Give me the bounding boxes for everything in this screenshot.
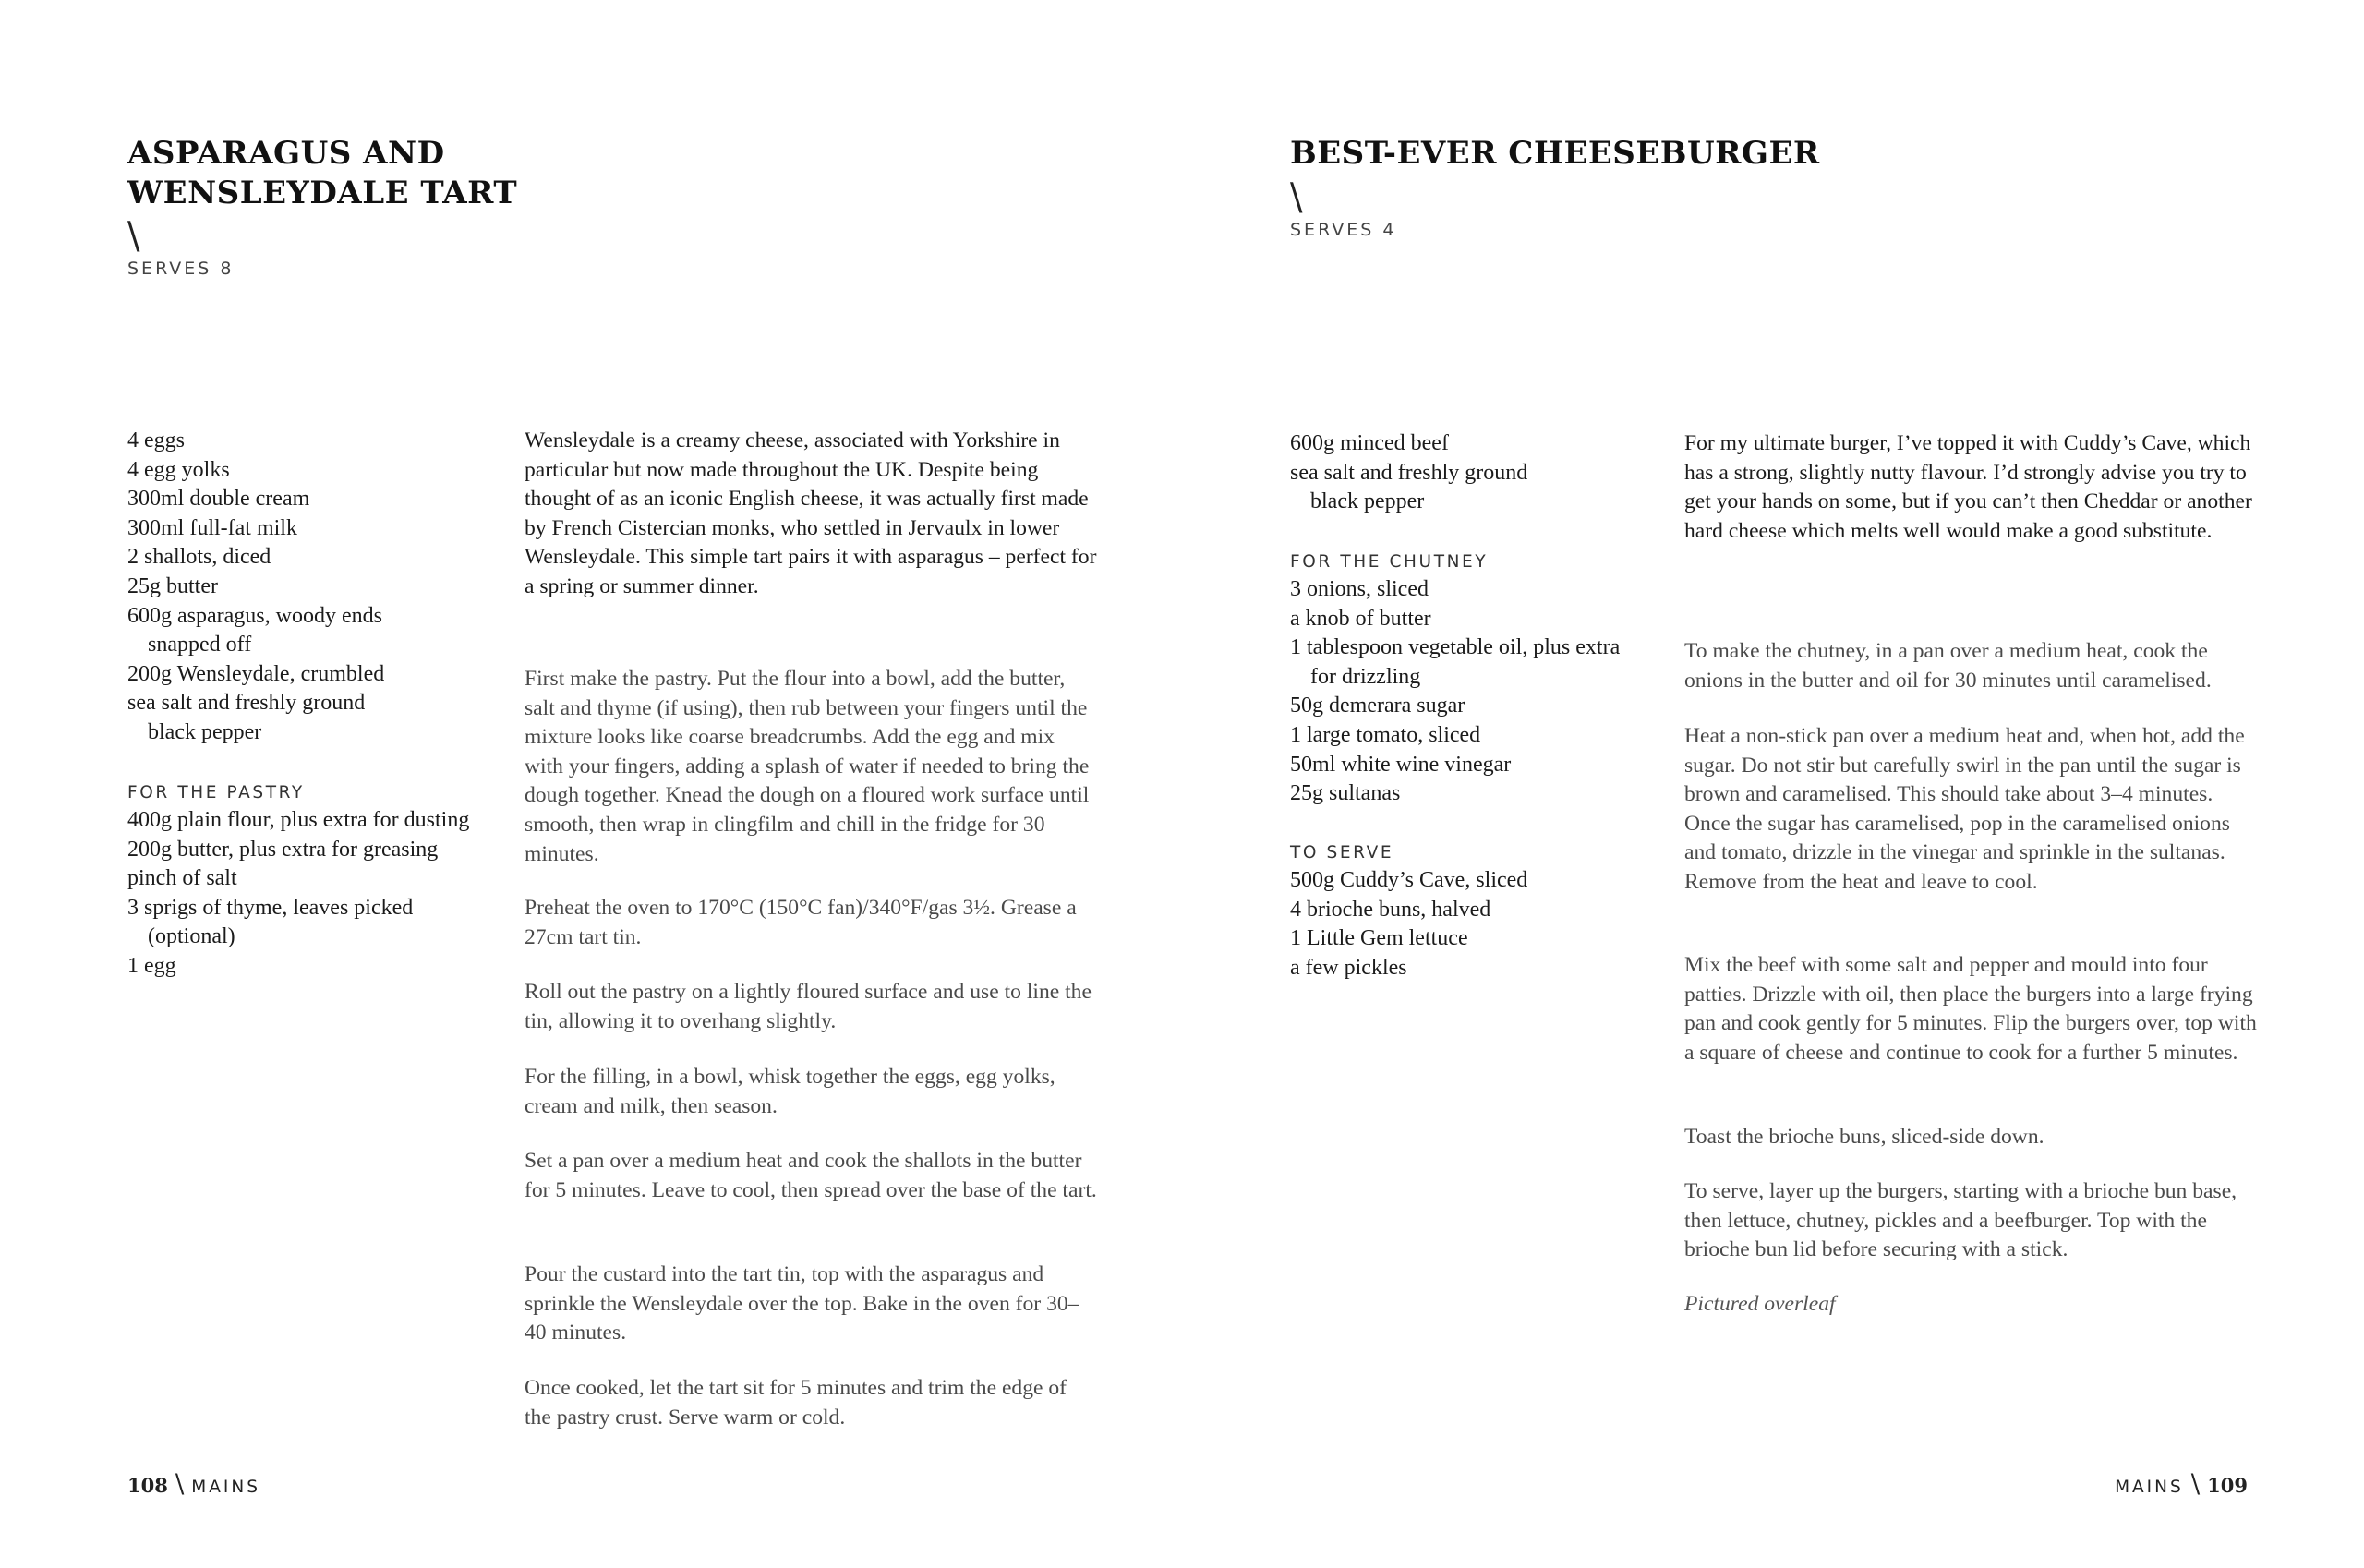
method-step: To make the chutney, in a pan over a medium heat, cook the onions in the butter and oil for 30 minutes until caramelised.	[1684, 639, 2212, 693]
method-step: Heat a non-stick pan over a medium heat and, when hot, add the sugar. Do not stir but carefully swirl in the pan until the sugar is brown and caramelised. This should take about 3–4 minutes. Once the sugar has caramelised, pop in the caramelised onions and tomato, drizzle in the vinegar and sprinkle in the sultanas. Remove from the heat and leave to cool.	[1684, 724, 2245, 894]
ingredient-list	[1290, 429, 1567, 517]
recipe-title	[127, 134, 517, 213]
ingredient-item: 1 large tomato, sliced	[1290, 722, 1481, 747]
ingredient-item: 300ml double cream	[127, 487, 310, 512]
ingredient-item: 3 sprigs of thyme, leaves picked (optional)	[127, 895, 414, 949]
page-footer	[2115, 1468, 2248, 1499]
ingredient-item: 1 egg	[127, 953, 176, 978]
method-step: For the filling, in a bowl, whisk together the eggs, egg yolks, cream and milk, then season.	[525, 1065, 1055, 1118]
title-divider-slash: \	[1290, 176, 1303, 219]
right-page	[1182, 0, 2364, 1568]
footer-divider-slash: \	[175, 1468, 185, 1499]
page-number: 109	[2207, 1474, 2248, 1497]
ingredient-item: sea salt and freshly ground black pepper	[1290, 460, 1528, 514]
ingredient-item: 2 shallots, diced	[127, 545, 271, 570]
method-step: Pour the custard into the tart tin, top with the asparagus and sprinkle the Wensleydale over the top. Bake in the oven for 30–40 minutes.	[525, 1262, 1079, 1345]
recipe-title: BEST-EVER CHEESEBURGER	[1290, 135, 1820, 172]
ingredient-item: 400g plain flour, plus extra for dusting	[127, 808, 470, 832]
ingredient-item: 600g minced beef	[1290, 431, 1449, 455]
ingredient-item: pinch of salt	[127, 866, 237, 891]
method-step: Set a pan over a medium heat and cook the shallots in the butter for 5 minutes. Leave to cool, then spread over the base of the tart.	[525, 1149, 1097, 1202]
ingredient-item: 4 egg yolks	[127, 457, 230, 482]
ingredient-item: 200g butter, plus extra for greasing	[127, 837, 439, 862]
pictured-overleaf-note: Pictured overleaf	[1684, 1292, 1836, 1316]
ingredient-item: 4 brioche buns, halved	[1290, 897, 1491, 922]
ingredient-item: 300ml full-fat milk	[127, 515, 297, 540]
to-serve-subheading: TO SERVE	[1290, 843, 1394, 862]
chutney-ingredient-list	[1290, 575, 1622, 809]
ingredient-item: sea salt and freshly ground black pepper	[127, 691, 366, 744]
serves-label: SERVES 8	[127, 259, 235, 279]
ingredient-item: a knob of butter	[1290, 606, 1431, 631]
ingredient-item: 50ml white wine vinegar	[1290, 752, 1512, 777]
method-step: Toast the brioche buns, sliced-side down.	[1684, 1125, 2044, 1149]
ingredient-item: 1 tablespoon vegetable oil, plus extra for drizzling	[1290, 635, 1621, 689]
method-step: Roll out the pastry on a lightly floured surface and use to line the tin, allowing it to overhang slightly.	[525, 980, 1092, 1033]
pastry-ingredient-list	[127, 806, 497, 982]
recipe-title-line-1: ASPARAGUS AND	[127, 135, 445, 172]
section-name: MAINS	[2115, 1478, 2184, 1497]
ingredient-item: 1 Little Gem lettuce	[1290, 926, 1468, 951]
chutney-subheading: FOR THE CHUTNEY	[1290, 552, 1489, 572]
recipe-intro: Wensleydale is a creamy cheese, associated with Yorkshire in particular but now made throughout the UK. Despite being thought of as an iconic English cheese, it was actually first made by French Cistercian monks, who settled in Jervaulx in lower Wensleydale. This simple tart pairs it with asparagus – perfect for a spring or summer dinner.	[525, 428, 1097, 598]
recipe-title-line-2: WENSLEYDALE TART	[127, 175, 518, 211]
ingredient-item: 50g demerara sugar	[1290, 694, 1465, 718]
method-step: Mix the beef with some salt and pepper and mould into four patties. Drizzle with oil, then place the burgers into a large frying pan and cook gently for 5 minutes. Flip the burgers over, top with a square of cheese and continue to cook for a further 5 minutes.	[1684, 953, 2257, 1065]
method-step: Once cooked, let the tart sit for 5 minutes and trim the edge of the pastry crust. Serve warm or cold.	[525, 1376, 1067, 1429]
ingredient-item: 25g sultanas	[1290, 781, 1401, 806]
serves-label: SERVES 4	[1290, 220, 1397, 240]
ingredient-item: 4 eggs	[127, 428, 185, 452]
ingredient-item: a few pickles	[1290, 955, 1407, 980]
recipe-intro: For my ultimate burger, I’ve topped it with Cuddy’s Cave, which has a strong, slightly nutty flavour. I’d strongly advise you try to get your hands on some, but if you can’t then Cheddar or another hard cheese which melts well would make a good substitute.	[1684, 431, 2252, 543]
ingredient-item: 200g Wensleydale, crumbled	[127, 661, 385, 686]
method-step: Preheat the oven to 170°C (150°C fan)/340°F/gas 3½. Grease a 27cm tart tin.	[525, 896, 1077, 949]
method-step: First make the pastry. Put the flour into a bowl, add the butter, salt and thyme (if using), then rub between your fingers until the mixture looks like coarse breadcrumbs. Add the egg and mix with your fingers, adding a splash of water if needed to bring the dough together. Knead the dough on a floured work surface until smooth, then wrap in clingfilm and chill in the fridge for 30 minutes.	[525, 667, 1090, 866]
to-serve-ingredient-list	[1290, 866, 1622, 983]
ingredient-item: 3 onions, sliced	[1290, 577, 1429, 601]
title-divider-slash: \	[127, 215, 140, 258]
footer-divider-slash: \	[2190, 1468, 2201, 1499]
ingredient-list	[127, 427, 497, 748]
ingredient-item: 500g Cuddy’s Cave, sliced	[1290, 868, 1528, 892]
section-name: MAINS	[191, 1478, 260, 1497]
page-footer	[127, 1468, 260, 1499]
ingredient-item: 600g asparagus, woody ends snapped off	[127, 603, 382, 657]
ingredient-item: 25g butter	[127, 573, 218, 598]
method-step: To serve, layer up the burgers, starting with a brioche bun base, then lettuce, chutney, pickles and a beefburger. Top with the brioche bun lid before securing with a stick.	[1684, 1179, 2237, 1262]
pastry-subheading: FOR THE PASTRY	[127, 783, 305, 802]
page-number: 108	[127, 1474, 168, 1497]
